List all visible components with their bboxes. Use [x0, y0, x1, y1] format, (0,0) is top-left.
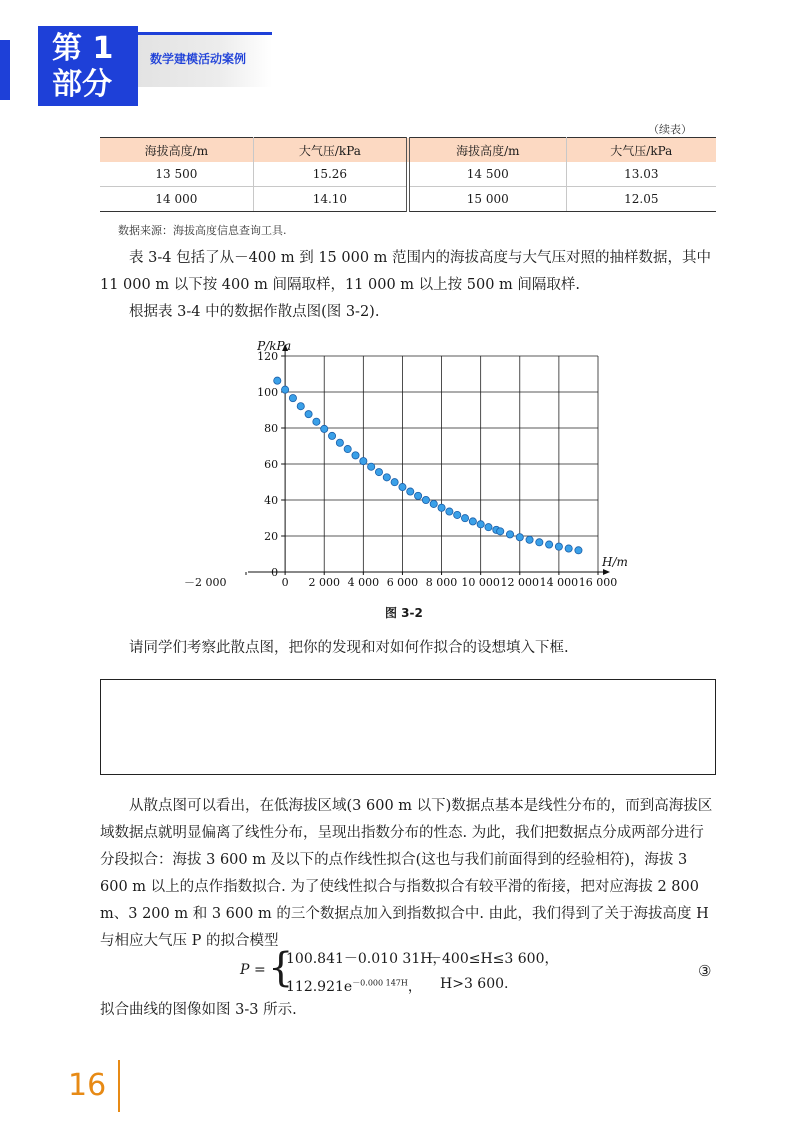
table-cell: 14.10 — [253, 187, 408, 212]
page-number-divider — [118, 1060, 120, 1112]
formula-row2-comma: ， — [407, 979, 422, 995]
data-point — [536, 539, 543, 546]
x-tick-label: 4 000 — [347, 576, 380, 589]
data-point — [407, 488, 414, 495]
formula-lhs: P — [240, 962, 250, 978]
header-subtitle: 数学建模活动案例 — [150, 52, 247, 66]
formula-row1-condition: －400≤H≤3 600， — [428, 951, 559, 967]
x-tick-label: －2 000 — [184, 576, 227, 589]
y-tick-label: 60 — [264, 458, 279, 471]
data-point — [422, 496, 429, 503]
data-point — [328, 432, 335, 439]
y-tick-label: 100 — [257, 386, 279, 399]
table-cell: 14 000 — [100, 187, 253, 212]
data-point — [506, 531, 513, 538]
table-row — [100, 162, 716, 187]
answer-box[interactable] — [100, 679, 716, 775]
data-point — [497, 528, 504, 535]
x-tick-label: 14 000 — [539, 576, 579, 589]
formula-row2-condition: H>3 600. — [440, 976, 509, 992]
data-point — [289, 395, 296, 402]
y-axis-label: P/kPa — [257, 339, 292, 353]
paragraph-scatter-intro: 根据表 3-4 中的数据作散点图(图 3-2). — [129, 304, 380, 320]
table-cell: 13 500 — [100, 162, 253, 187]
figure-caption: 图 3-2 — [385, 606, 423, 620]
data-point — [368, 463, 375, 470]
formula-equals: = — [254, 962, 266, 978]
table-header-cell: 大气压/kPa — [566, 138, 716, 163]
x-tick-label: 8 000 — [425, 576, 458, 589]
data-point — [546, 541, 553, 548]
table-cell: 14 500 — [408, 162, 566, 187]
data-point — [565, 545, 572, 552]
data-point — [391, 479, 398, 486]
data-point — [321, 425, 328, 432]
table-cell: 15 000 — [408, 187, 566, 212]
y-tick-label: 120 — [257, 350, 279, 363]
table-header-cell: 海拔高度/m — [100, 138, 253, 163]
data-point — [526, 536, 533, 543]
data-point — [336, 439, 343, 446]
x-tick-label: 12 000 — [500, 576, 540, 589]
formula-number: ③ — [698, 962, 712, 980]
altitude-pressure-table — [100, 137, 716, 212]
data-point — [360, 458, 367, 465]
paragraph-figure-ref: 拟合曲线的图像如图 3-3 所示. — [100, 1002, 297, 1018]
table-header-cell: 海拔高度/m — [408, 138, 566, 163]
x-tick-label: 6 000 — [386, 576, 419, 589]
data-point — [414, 492, 421, 499]
data-point — [399, 483, 406, 490]
data-point — [485, 524, 492, 531]
paragraph-prompt: 请同学们考察此散点图，把你的发现和对如何作拟合的设想填入下框. — [129, 640, 569, 656]
table-header-row — [100, 138, 716, 163]
data-point — [282, 386, 289, 393]
data-point — [305, 411, 312, 418]
y-tick-label: 20 — [264, 530, 279, 543]
x-tick-label: 2 000 — [308, 576, 340, 589]
table-cell: 13.03 — [566, 162, 716, 187]
table-row — [100, 187, 716, 212]
data-point — [438, 504, 445, 511]
y-tick-label: 40 — [264, 494, 279, 507]
table-cell: 12.05 — [566, 187, 716, 212]
page-number: 16 — [68, 1068, 107, 1103]
x-tick-label: 16 000 — [578, 576, 618, 589]
table-continued-label: （续表） — [648, 123, 692, 136]
formula-row1-expression: 100.841－0.010 31H， — [286, 951, 447, 967]
part-badge — [38, 26, 138, 106]
data-point — [430, 500, 437, 507]
data-point — [313, 418, 320, 425]
data-point — [477, 521, 484, 528]
paragraph-sampling: 表 3-4 包括了从－400 m 到 15 000 m 范围内的海拔高度与大气压对照的抽样数据，其中 11 000 m 以下按 400 m 间隔取样，11 000 m 以上按 500 m 间隔取样. — [100, 250, 712, 293]
data-point — [274, 377, 281, 384]
data-point — [555, 543, 562, 550]
y-tick-label: 0 — [271, 566, 279, 579]
table-cell: 15.26 — [253, 162, 408, 187]
scatter-chart — [180, 339, 628, 595]
formula-row2-exponent: －0.000 147H — [352, 978, 408, 988]
x-axis-arrow — [603, 569, 610, 575]
table-header-cell: 大气压/kPa — [253, 138, 408, 163]
x-axis-label: H/m — [602, 555, 628, 569]
formula-brace: { — [268, 945, 294, 991]
data-point — [344, 445, 351, 452]
part-badge-line1: 第 1 — [52, 31, 114, 66]
x-tick-label: 10 000 — [461, 576, 500, 589]
data-point — [375, 469, 382, 476]
x-tick-label: 0 — [281, 576, 289, 589]
formula-row2-expression — [286, 976, 422, 996]
table-source-note: 数据来源：海拔高度信息查询工具. — [118, 224, 287, 237]
data-point — [454, 511, 461, 518]
data-point — [575, 547, 582, 554]
data-point — [352, 452, 359, 459]
data-point — [446, 508, 453, 515]
data-point — [461, 515, 468, 522]
paragraph-analysis: 从散点图可以看出，在低海拔区域(3 600 m 以下)数据点基本是线性分布的，而到高海拔区域数据点就明显偏离了线性分布，呈现出指数分布的性态. 为此，我们把数据点分成两部分进行分段拟合：海拔 3 600 m 及以下的点作线性拟合(这也与我们前面得到的经验相符)，海拔 3 600 m 以上的点作指数拟合. 为了使线性拟合与指数拟合有较平滑的衔接，把对应海拔 2 800 m、3 200 m 和 3 600 m 的三个数据点加入到指数拟合中. 由此，我们得到了关于海拔高度 H 与相应大气压 P 的拟合模型 — [100, 798, 713, 949]
data-point — [516, 534, 523, 541]
y-tick-label: 80 — [264, 422, 279, 435]
data-point — [383, 474, 390, 481]
data-point — [469, 518, 476, 525]
formula-row2-base: 112.921e — [286, 979, 353, 995]
header-accent-bar — [0, 40, 10, 100]
part-badge-line2: 部分 — [52, 67, 112, 102]
data-point — [297, 403, 304, 410]
